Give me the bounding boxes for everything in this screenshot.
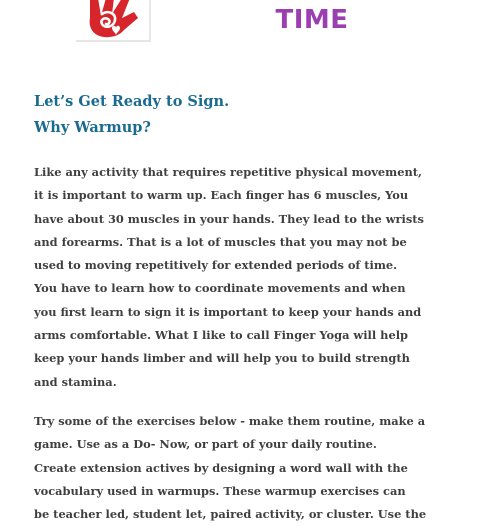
paragraph-warmup-intro — [34, 161, 474, 394]
text-line: used to moving repetitively for extended periods of time. — [34, 258, 398, 273]
text-line: keep your hands limber and will help you to build strength — [34, 351, 410, 366]
text-line: it is important to warm up. Each finger has 6 muscles, You — [34, 188, 409, 203]
text-line: and forearms. That is a lot of muscles that you may not be — [34, 234, 407, 249]
text-line: vocabulary used in warmups. These warmup exercises can — [34, 483, 406, 498]
text-line: you first learn to sign it is important to keep your hands and — [34, 304, 422, 319]
text-line: Create extension actives by designing a word wall with the — [34, 460, 408, 475]
text-line: game. Use as a Do- Now, or part of your daily routine. — [34, 437, 377, 452]
text-line: Like any activity that requires repetitive physical movement, — [34, 165, 422, 179]
text-line: have about 30 muscles in your hands. They lead to the wrists — [34, 211, 424, 226]
text-line: be teacher led, student let, paired activity, or cluster. Use the — [34, 507, 427, 522]
text-line: Try some of the exercises below - make them routine, make a — [34, 414, 426, 428]
heading-why-warmup: Why Warmup? — [34, 119, 151, 136]
text-line: arms comfortable. What I like to call Finger Yoga will help — [34, 328, 408, 343]
text-line: You have to learn how to coordinate movements and when — [34, 281, 406, 296]
text-line: and stamina. — [34, 374, 117, 389]
paragraph-exercises — [34, 410, 474, 526]
page-title: TIME — [275, 5, 349, 35]
heading-ready-to-sign: Let’s Get Ready to Sign. — [34, 93, 230, 110]
